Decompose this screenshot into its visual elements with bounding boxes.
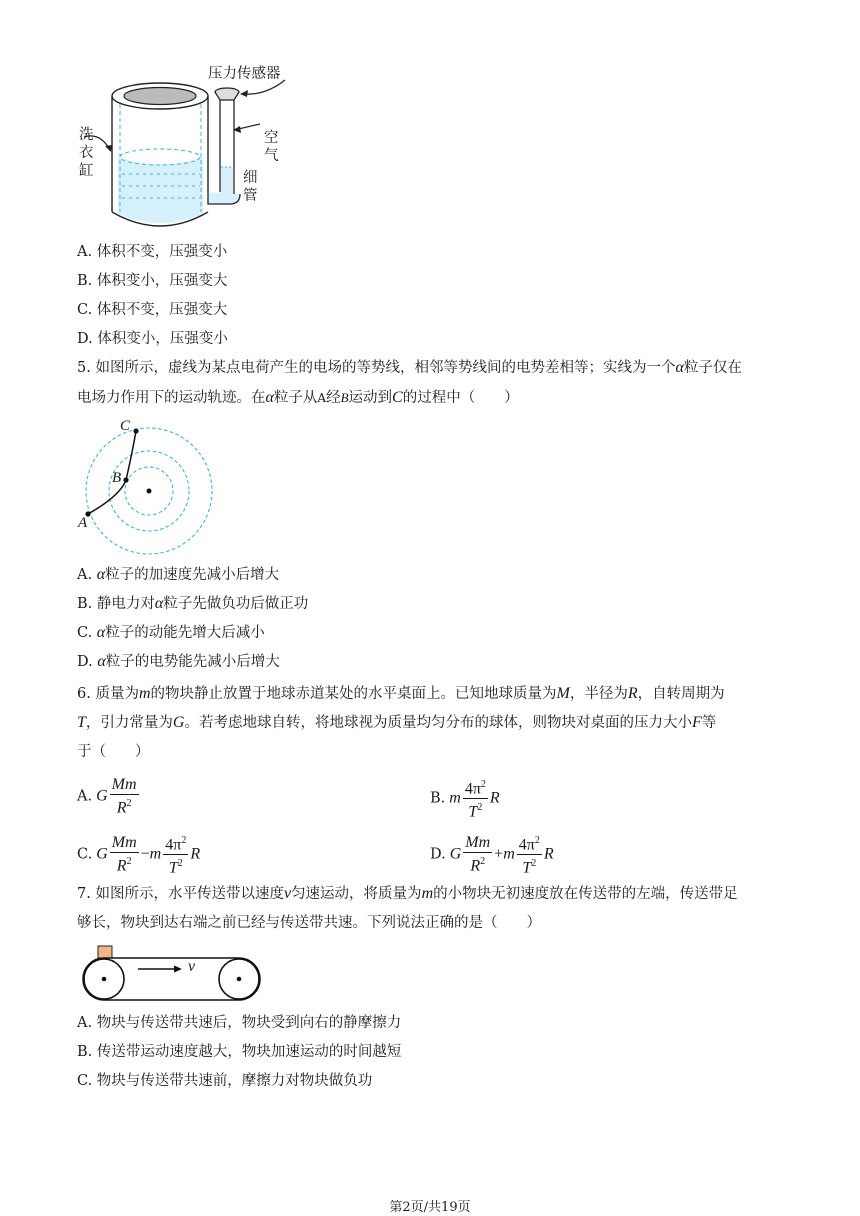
denominator: R xyxy=(470,857,481,875)
figure-conveyor xyxy=(78,942,268,1004)
minus-sign: − xyxy=(140,845,150,863)
q6-text: ，自转周期为 xyxy=(637,686,725,702)
q5-text: 经 xyxy=(326,390,341,406)
exponent: 2 xyxy=(480,779,486,790)
point-c: C xyxy=(392,389,403,406)
point-b: B xyxy=(340,390,349,405)
numerator: 4π xyxy=(464,780,481,798)
var-m: m xyxy=(421,885,434,902)
var-R: R xyxy=(543,845,554,863)
var-R: R xyxy=(627,685,638,702)
q7-text: 7. 如图所示，水平传送带以速度 xyxy=(77,886,284,902)
q6-option-b xyxy=(430,776,500,822)
sensor-label: 压力传感器 xyxy=(208,66,281,82)
var-R: R xyxy=(489,789,500,807)
fraction xyxy=(110,776,139,817)
equipotential-diagram xyxy=(74,414,234,559)
fig-label-b: B xyxy=(112,470,122,486)
numerator: Mm xyxy=(465,834,491,852)
tank-label-2: 衣 xyxy=(79,145,94,161)
q5-text: 粒子仅在 xyxy=(683,360,742,376)
denominator: T xyxy=(522,859,532,877)
q7-option-b: B. 传送带运动速度越大，物块加速运动的时间越短 xyxy=(77,1044,402,1060)
option-label: B. xyxy=(430,790,446,807)
alpha-symbol: α xyxy=(675,359,684,376)
q5-option-c xyxy=(77,623,265,643)
alpha-symbol: α xyxy=(97,653,106,670)
exponent: 2 xyxy=(177,858,183,870)
denominator: T xyxy=(468,803,478,821)
var-G: G xyxy=(96,845,108,863)
var-G: G xyxy=(96,787,108,805)
denominator: R xyxy=(116,857,127,875)
var-F: F xyxy=(691,714,702,731)
q7-stem-line2: 够长，物块到达右端之前已经与传送带共速。下列说法正确的是（ ） xyxy=(77,915,541,931)
q7-option-c: C. 物块与传送带共速前，摩擦力对物块做负功 xyxy=(77,1073,373,1089)
option-prefix: A. xyxy=(77,567,97,583)
exponent: 2 xyxy=(181,835,187,846)
option-prefix: C. xyxy=(77,625,97,641)
q6-stem-line1 xyxy=(77,684,725,704)
q6-option-c xyxy=(77,832,200,878)
tank-label-1: 洗 xyxy=(79,127,94,143)
exponent: 2 xyxy=(480,856,486,868)
numerator: 4π xyxy=(518,836,535,854)
q5-stem-line2 xyxy=(77,388,519,408)
option-text: 粒子先做负功后做正功 xyxy=(163,596,309,612)
denominator: R xyxy=(116,799,127,817)
alpha-symbol: α xyxy=(265,389,274,406)
exponent: 2 xyxy=(477,802,483,814)
q6-text: 的物块静止放置于地球赤道某处的水平桌面上。已知地球质量为 xyxy=(150,686,557,702)
exponent: 2 xyxy=(534,835,540,846)
var-m: m xyxy=(449,789,461,807)
var-M: M xyxy=(556,685,570,702)
exponent: 2 xyxy=(531,858,537,870)
alpha-symbol: α xyxy=(154,595,164,612)
fraction xyxy=(110,834,139,875)
q4-option-d: D. 体积变小，压强变小 xyxy=(77,331,228,347)
var-m: m xyxy=(149,845,162,863)
air-label-1: 空 xyxy=(264,130,279,146)
numerator: Mm xyxy=(111,834,137,852)
tube-label-2: 管 xyxy=(243,188,258,204)
page-number: 第2页/共19页 xyxy=(389,1200,471,1215)
q4-option-b: B. 体积变小，压强变大 xyxy=(77,273,228,289)
var-T: T xyxy=(77,714,86,731)
velocity-label: v xyxy=(188,958,196,975)
q5-option-d xyxy=(77,652,280,672)
q6-text: 等 xyxy=(701,715,717,731)
var-G: G xyxy=(172,714,185,731)
q7-text: 匀速运动，将质量为 xyxy=(291,886,422,902)
fraction xyxy=(463,834,492,875)
option-label: A. xyxy=(77,788,93,805)
q6-text: ，半径为 xyxy=(569,686,628,702)
q5-text: 的过程中（ ） xyxy=(402,390,519,406)
figure-field xyxy=(74,414,234,559)
q6-stem-line3: 于（ ） xyxy=(77,744,150,760)
option-prefix: D. xyxy=(77,654,98,670)
point-a: A xyxy=(317,391,327,405)
alpha-symbol: α xyxy=(96,566,106,583)
q5-stem-line1 xyxy=(77,358,742,378)
exponent: 2 xyxy=(126,798,132,809)
fraction xyxy=(163,832,188,878)
q4-option-c: C. 体积不变，压强变大 xyxy=(77,302,228,318)
q6-option-d xyxy=(430,832,554,878)
q7-text: 的小物块无初速度放在传送带的左端，传送带足 xyxy=(433,886,738,902)
tube-label-1: 细 xyxy=(243,170,258,186)
air-label-2: 气 xyxy=(264,148,279,164)
q5-option-b xyxy=(77,594,308,614)
q5-text: 5. 如图所示，虚线为某点电荷产生的电场的等势线，相邻等势线间的电势差相等；实线为一个 xyxy=(77,360,676,376)
q5-text: 运动到 xyxy=(348,390,393,406)
var-G: G xyxy=(449,845,462,863)
option-prefix: B. 静电力对 xyxy=(77,596,155,612)
exponent: 2 xyxy=(126,856,132,868)
var-m: m xyxy=(138,685,151,702)
q6-text: 。若考虑地球自转，将地球视为质量均匀分布的球体，则物块对桌面的压力大小 xyxy=(184,715,692,731)
q7-option-a: A. 物块与传送带共速后，物块受到向右的静摩擦力 xyxy=(77,1015,402,1031)
numerator: 4π xyxy=(165,836,182,854)
q5-text: 电场力作用下的运动轨迹。在 xyxy=(77,390,266,406)
q5-option-a xyxy=(77,565,279,585)
option-text: 粒子的电势能先减小后增大 xyxy=(105,654,280,670)
conveyor-diagram xyxy=(78,942,268,1004)
q5-text: 粒子从 xyxy=(273,390,318,406)
option-label: C. xyxy=(77,846,93,863)
q6-text: ，引力常量为 xyxy=(85,715,173,731)
var-v: v xyxy=(283,885,292,902)
var-m: m xyxy=(503,845,515,863)
numerator: Mm xyxy=(111,776,137,793)
q7-stem-line1 xyxy=(77,884,738,904)
option-text: 粒子的加速度先减小后增大 xyxy=(105,567,280,583)
fig-label-c: C xyxy=(120,418,131,434)
alpha-symbol: α xyxy=(96,624,106,641)
q6-text: 6. 质量为 xyxy=(77,686,139,702)
var-R: R xyxy=(190,845,201,863)
fraction xyxy=(517,832,542,878)
option-text: 粒子的动能先增大后减小 xyxy=(105,625,265,641)
plus-sign: + xyxy=(494,845,504,863)
q6-stem-line2 xyxy=(77,713,716,733)
fraction xyxy=(463,776,488,822)
q4-option-a: A. 体积不变，压强变小 xyxy=(77,244,228,260)
denominator: T xyxy=(168,859,178,877)
option-label: D. xyxy=(430,846,446,863)
tank-label-3: 缸 xyxy=(79,163,94,179)
fig-label-a: A xyxy=(78,515,88,531)
q6-option-a xyxy=(77,776,141,817)
